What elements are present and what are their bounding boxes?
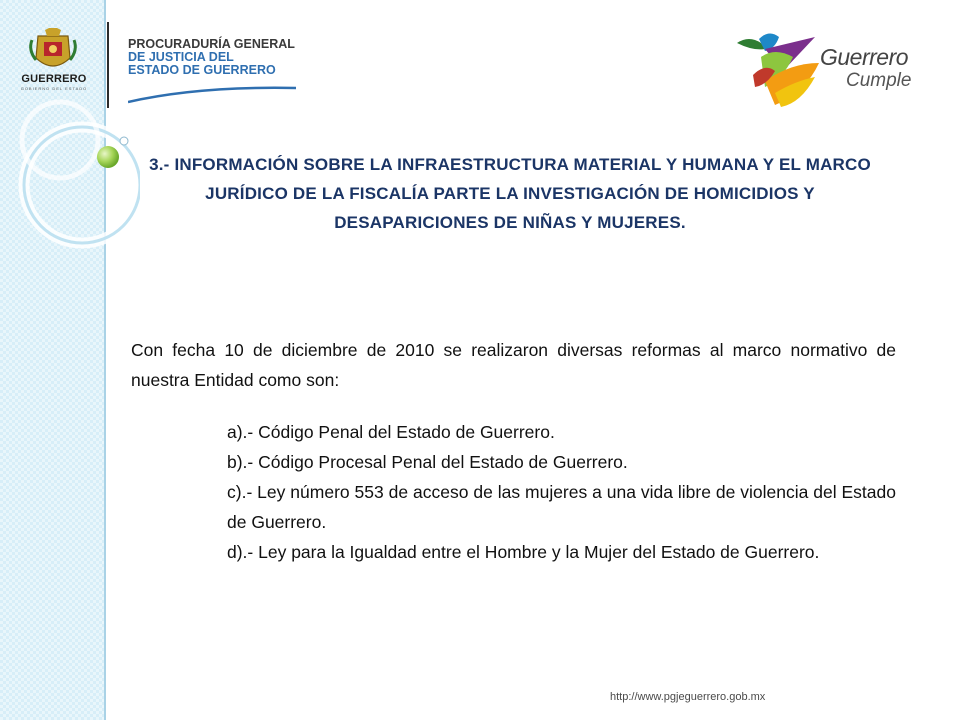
slide-body bbox=[131, 335, 896, 567]
gov-logo-text: GUERRERO bbox=[21, 73, 87, 85]
pgj-logo-line1: PROCURADURÍA GENERAL bbox=[128, 37, 295, 51]
list-item: d).- Ley para la Igualdad entre el Hombre y la Mujer del Estado de Guerrero. bbox=[227, 542, 820, 562]
list-item: c).- Ley número 553 de acceso de las mujeres a una vida libre de violencia del Estado de Guerrero. bbox=[227, 482, 896, 532]
pgj-logo-line2: DE JUSTICIA DEL bbox=[128, 50, 234, 64]
footer-url: http://www.pgjeguerrero.gob.mx bbox=[610, 691, 766, 703]
list-item: a).- Código Penal del Estado de Guerrero. bbox=[227, 422, 555, 442]
list-item: b).- Código Procesal Penal del Estado de Guerrero. bbox=[227, 452, 628, 472]
header-divider bbox=[107, 22, 109, 108]
pgj-swoosh-icon bbox=[128, 80, 298, 104]
guerrero-cumple-hummingbird-icon bbox=[735, 27, 825, 109]
gov-logo-subtext: GOBIERNO DEL ESTADO bbox=[20, 86, 88, 91]
green-ball-decoration bbox=[97, 146, 119, 168]
pgj-logo bbox=[128, 38, 295, 77]
pgj-logo-line3: ESTADO DE GUERRERO bbox=[128, 63, 276, 77]
campaign-logo-line1: Guerrero bbox=[820, 44, 909, 70]
slide-title: 3.- INFORMACIÓN SOBRE LA INFRAESTRUCTURA MATERIAL Y HUMANA Y EL MARCO JURÍDICO DE LA FISCALÍA PARTE LA INVESTIGACIÓN DE HOMICIDIOS Y DESAPARICIONES DE NIÑAS Y MUJERES. bbox=[149, 155, 871, 232]
campaign-logo-line2: Cumple bbox=[846, 70, 912, 91]
intro-paragraph: Con fecha 10 de diciembre de 2010 se realizaron diversas reformas al marco normativo de nuestra Entidad como son: bbox=[131, 340, 896, 390]
